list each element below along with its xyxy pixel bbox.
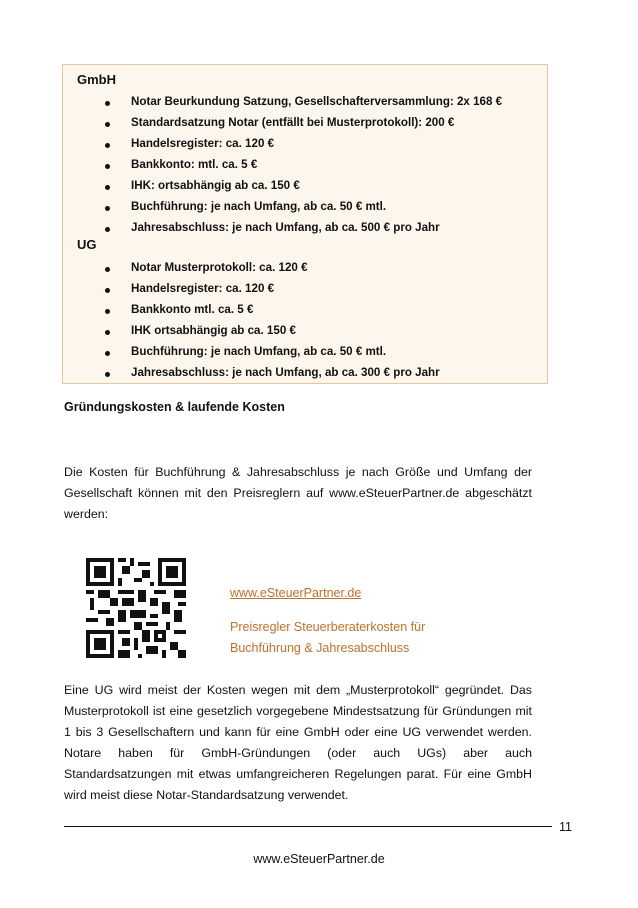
bullet-icon [105,101,110,106]
bullet-icon [105,267,110,272]
bullet-icon [105,309,110,314]
website-link[interactable]: www.eSteuerPartner.de [230,586,362,600]
musterprotokoll-paragraph: Eine UG wird meist der Kosten wegen mit dem „Musterprotokoll“ gegründet. Das Musterprotokoll ist eine gesetzlich vorgegebene Mindestsatzung für Gründungen mit 1 bis 3 Gesellschaftern und kann für eine GmbH oder eine UG verwendet werden. Notare haben für GmbH-Gründungen (oder auch UGs) aber auch Standardsatzungen mit etwas umfangreicheren Regelungen parat. Für eine GmbH wird meist diese Notar-Standardsatzung verwendet. [64,683,532,802]
bullet-icon [105,206,110,211]
bullet-icon [105,143,110,148]
bullet-icon [105,122,110,127]
cost-overview-box: GmbH Notar Beurkundung Satzung, Gesellschafterversammlung: 2x 168 € Standardsatzung Notar (entfällt bei Musterprotokoll): 200 € Handelsregister: ca. 120 € Bankkonto: mtl. ca. 5 € IHK: ortsabhängig ab ca. 150 € Buchführung: je nach Umfang, ab ca. 50 € mtl. Jahresabschluss: je nach Umfang, ab ca. 500 € pro Jahr UG Notar Musterprotokoll: ca. 120 € Handelsregister: ca. 120 € Bankkonto mtl. ca. 5 € IHK ortsabhängig ab ca. 150 € Buchführung: je nach Umfang, ab ca. 50 € mtl. Jahresabschluss: je nach Umfang, ab ca. 300 € pro Jahr [62,64,548,384]
price-regulator-link-line2[interactable]: Buchführung & Jahresabschluss [230,641,410,655]
bullet-icon [105,227,110,232]
bullet-icon [105,185,110,190]
bullet-icon [105,164,110,169]
intro-paragraph: Die Kosten für Buchführung & Jahresabschluss je nach Größe und Umfang der Gesellschaft können mit den Preisreglern auf www.eSteuerPartner.de abgeschätzt werden: [64,465,532,521]
footer-divider [64,826,552,827]
page-number: 11 [559,820,572,834]
price-regulator-link-line1[interactable]: Preisregler Steuerberaterkosten für [230,620,426,634]
qr-code-icon[interactable] [86,558,186,658]
footer-url: www.eSteuerPartner.de [253,852,385,866]
bullet-icon [105,330,110,335]
bullet-icon [105,351,110,356]
ug-heading: UG [77,237,97,252]
box-caption: Gründungskosten & laufende Kosten [64,400,285,414]
gmbh-heading: GmbH [77,72,116,87]
bullet-icon [105,288,110,293]
bullet-icon [105,372,110,377]
